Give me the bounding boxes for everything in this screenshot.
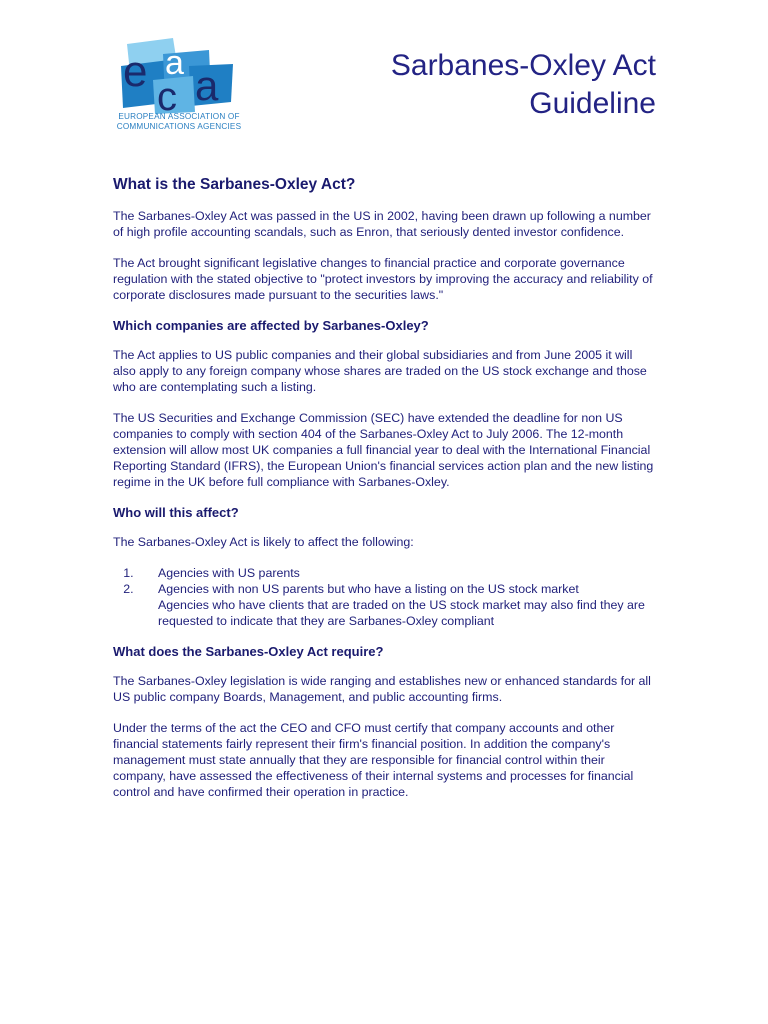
paragraph: The US Securities and Exchange Commission (SEC) have extended the deadline for non US companies to comply with section 404 of the Sarbanes-Oxley Act to July 2006. The 12-month extension will allow most UK companies a full financial year to deal with the International Financial Reporting Standard (IFRS), the European Union's financial services action plan and the new listing regime in the UK before full compliance with Sarbanes-Oxley. — [113, 411, 654, 489]
list-item: 1. Agencies with US parents — [137, 565, 658, 581]
document-title — [391, 47, 656, 123]
title-line2: Guideline — [529, 87, 656, 120]
logo-caption-line2: COMMUNICATIONS AGENCIES — [116, 122, 242, 131]
document-body — [113, 176, 658, 815]
logo-letter-c: c — [157, 75, 177, 116]
paragraph: Under the terms of the act the CEO and CFO must certify that company accounts and other financial statements fairly represent their firm's financial position. In addition the company's management must state annually that they are responsible for financial control within their company, have assessed the effectiveness of their internal systems and processes for financial control and have confirmed their operation in practice. — [113, 721, 634, 799]
paragraph: The Sarbanes-Oxley Act is likely to affect the following: — [113, 535, 414, 549]
paragraph: The Act brought significant legislative changes to financial practice and corporate governance regulation with the stated objective to "protect investors by improving the accuracy and reliability of corporate disclosures made pursuant to the securities laws." — [113, 256, 653, 302]
logo-letter-a2: a — [195, 62, 219, 109]
eaca-logo-mark — [113, 36, 245, 116]
affected-list — [113, 565, 658, 597]
paragraph: The Sarbanes-Oxley legislation is wide ranging and establishes new or enhanced standards for all US public company Boards, Management, and public accounting firms. — [113, 674, 651, 704]
paragraph: The Act applies to US public companies and their global subsidiaries and from June 2005 it will also apply to any foreign company whose shares are traded on the US stock exchange and those who are contemplating such a listing. — [113, 348, 647, 394]
logo-letter-e: e — [123, 47, 148, 96]
section-heading-who-affect: Who will this affect? — [113, 505, 239, 520]
list-continuation: Agencies who have clients that are traded on the US stock market may also find they are requested to indicate that they are Sarbanes-Oxley compliant — [158, 598, 645, 628]
paragraph: The Sarbanes-Oxley Act was passed in the US in 2002, having been drawn up following a number of high profile accounting scandals, such as Enron, that seriously dented investor confidence. — [113, 209, 651, 239]
section-heading-requirements: What does the Sarbanes-Oxley Act require? — [113, 644, 384, 659]
logo-caption-line1: EUROPEAN ASSOCIATION OF — [118, 112, 240, 121]
title-line1: Sarbanes-Oxley Act — [390, 49, 656, 82]
section-heading-which-companies: Which companies are affected by Sarbanes-Oxley? — [113, 318, 429, 333]
section-heading-what-is: What is the Sarbanes-Oxley Act? — [113, 176, 356, 193]
list-item: 2. Agencies with non US parents but who have a listing on the US stock market — [137, 581, 658, 597]
logo-letter-a1: a — [165, 44, 184, 82]
logo-caption — [113, 112, 245, 132]
